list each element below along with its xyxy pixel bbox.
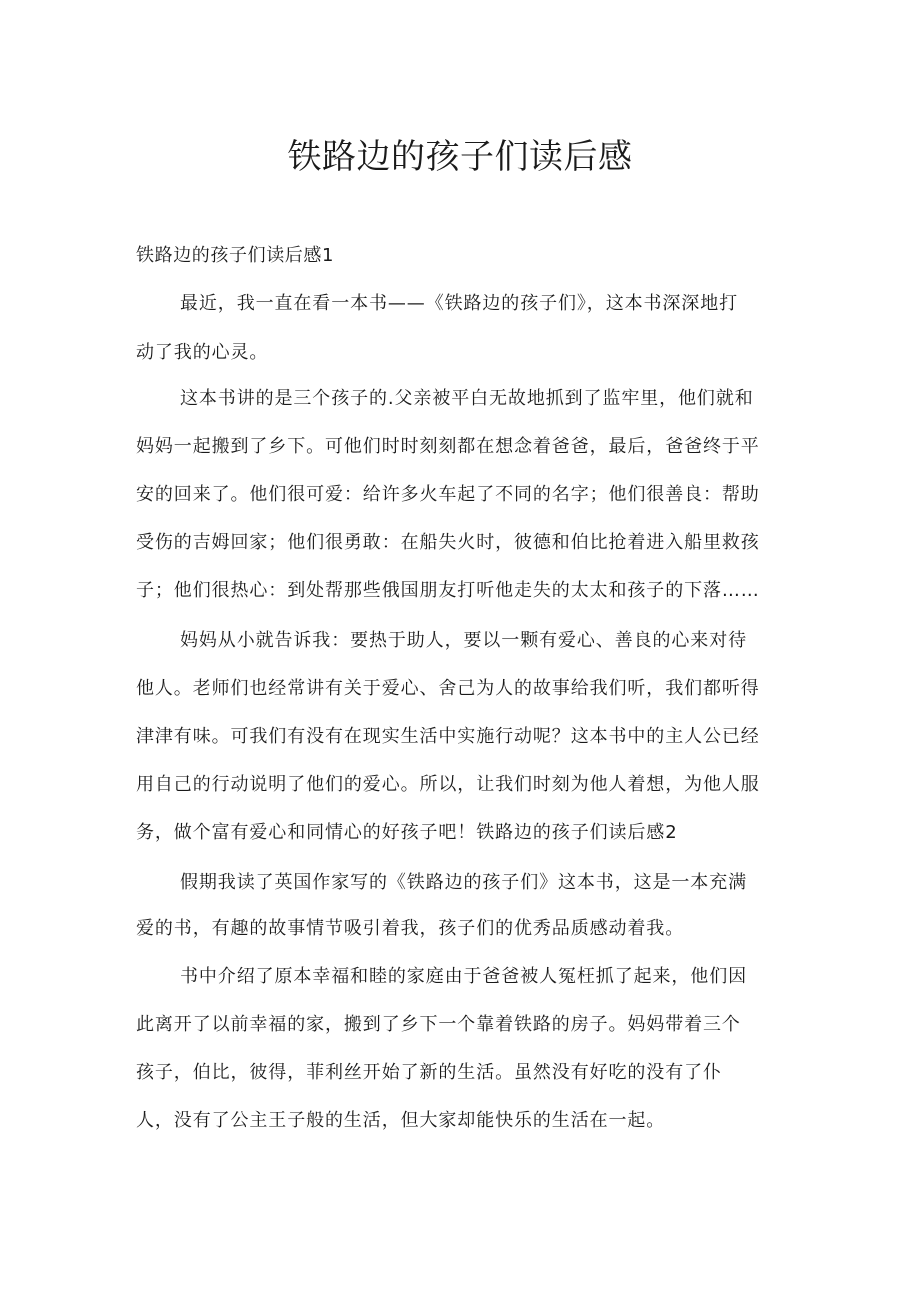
section-heading-1: 铁路边的孩子们读后感1 [136,245,335,266]
paragraph-line: 子；他们很热心：到处帮那些俄国朋友打听他走失的太太和孩子的下落…… [136,580,760,601]
paragraph-line: 受伤的吉姆回家；他们很勇敢：在船失火时，彼德和伯比抢着进入船里救孩 [136,532,760,553]
paragraph-line: 妈妈一起搬到了乡下。可他们时时刻刻都在想念着爸爸，最后，爸爸终于平 [136,436,760,457]
paragraph-line: 动了我的心灵。 [136,342,269,363]
paragraph-line: 假期我读了英国作家写的《铁路边的孩子们》这本书，这是一本充满 [180,872,747,893]
paragraph-line: 用自己的行动说明了他们的爱心。所以，让我们时刻为他人着想，为他人服 [136,774,760,795]
paragraph-line: 此离开了以前幸福的家，搬到了乡下一个靠着铁路的房子。妈妈带着三个 [136,1014,741,1035]
paragraph-line: 这本书讲的是三个孩子的.父亲被平白无故地抓到了监牢里，他们就和 [180,388,754,409]
paragraph-line: 安的回来了。他们很可爱：给许多火车起了不同的名字；他们很善良：帮助 [136,484,760,505]
paragraph-line: 孩子，伯比，彼得，菲利丝开始了新的生活。虽然没有好吃的没有了仆 [136,1062,722,1083]
paragraph-line: 最近，我一直在看一本书——《铁路边的孩子们》，这本书深深地打 [180,293,738,314]
paragraph-line: 妈妈从小就告诉我：要热于助人，要以一颗有爱心、善良的心来对待 [180,630,747,651]
paragraph-line: 人，没有了公主王子般的生活，但大家却能快乐的生活在一起。 [136,1110,666,1131]
paragraph-line: 津津有味。可我们有没有在现实生活中实施行动呢？这本书中的主人公已经 [136,726,760,747]
paragraph-line: 他人。老师们也经常讲有关于爱心、舍己为人的故事给我们听，我们都听得 [136,678,760,699]
paragraph-line: 书中介绍了原本幸福和睦的家庭由于爸爸被人冤枉抓了起来，他们因 [180,966,747,987]
paragraph-line: 爱的书，有趣的故事情节吸引着我，孩子们的优秀品质感动着我。 [136,918,685,939]
paragraph-line: 务，做个富有爱心和同情心的好孩子吧！铁路边的孩子们读后感2 [136,822,678,843]
document-title: 铁路边的孩子们读后感 [287,137,633,177]
